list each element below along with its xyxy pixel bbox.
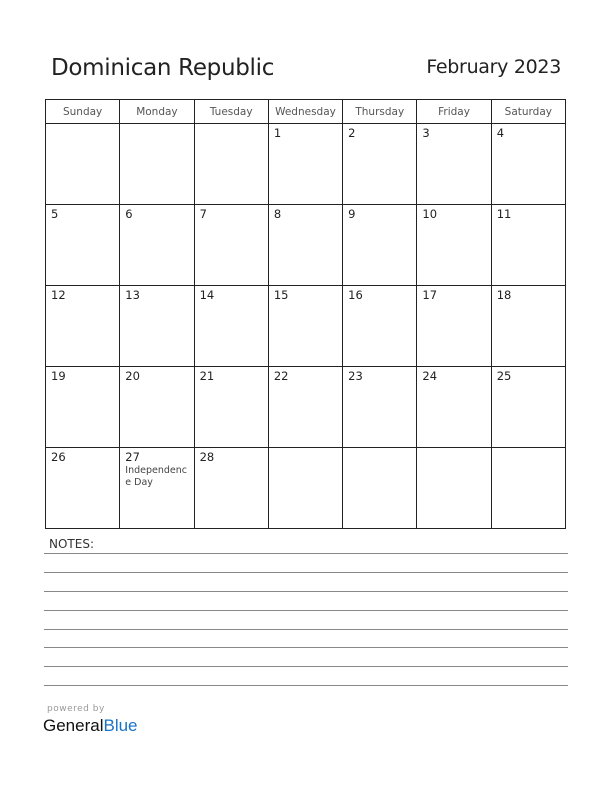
- brand-general: General: [43, 716, 104, 735]
- day-cell: [268, 448, 342, 529]
- day-cell: [120, 448, 194, 529]
- day-number: 16: [348, 288, 363, 302]
- day-number: 23: [348, 369, 363, 383]
- weekday-thursday: Thursday: [343, 100, 417, 124]
- weekday-tuesday: Tuesday: [194, 100, 268, 124]
- notes-line: [44, 591, 568, 592]
- day-cell: [417, 448, 491, 529]
- day-number: 14: [199, 288, 215, 302]
- country-title: Dominican Republic: [51, 55, 275, 81]
- day-number: 9: [348, 207, 356, 221]
- day-number: 18: [496, 288, 512, 302]
- day-number: 13: [125, 288, 140, 302]
- brand-blue: Blue: [103, 716, 138, 735]
- day-cell: [343, 205, 417, 286]
- day-number: 20: [125, 369, 140, 383]
- day-cell: [120, 367, 194, 448]
- day-cell: [46, 448, 120, 529]
- calendar-grid: [45, 99, 566, 529]
- day-number: 21: [199, 369, 215, 383]
- notes-line: [44, 666, 568, 667]
- day-number: 6: [125, 207, 133, 221]
- day-number: 7: [199, 207, 207, 221]
- weekday-monday: Monday: [120, 100, 194, 124]
- day-number: 19: [51, 369, 66, 383]
- week-row: [46, 367, 566, 448]
- day-cell: [343, 124, 417, 205]
- day-number: 8: [273, 207, 282, 221]
- week-row: [46, 205, 566, 286]
- day-cell: [417, 205, 491, 286]
- day-number: 12: [51, 288, 66, 302]
- day-cell: [120, 286, 194, 367]
- weekday-sunday: Sunday: [46, 100, 120, 124]
- day-cell: [120, 205, 194, 286]
- day-cell: [343, 286, 417, 367]
- notes-line: [44, 685, 568, 686]
- weekday-header-row: [46, 100, 566, 124]
- day-cell: [491, 286, 565, 367]
- day-cell: [46, 205, 120, 286]
- notes-line: [44, 553, 568, 554]
- day-number: 2: [348, 126, 356, 140]
- day-number: 10: [422, 207, 438, 221]
- day-cell: [268, 124, 342, 205]
- weekday-friday: Friday: [417, 100, 491, 124]
- day-cell: [417, 124, 491, 205]
- day-cell: [120, 124, 194, 205]
- day-cell: [46, 286, 120, 367]
- month-title: February 2023: [426, 56, 561, 78]
- generalblue-logo: [43, 716, 138, 736]
- day-number: 11: [496, 207, 512, 221]
- day-number: 15: [273, 288, 289, 302]
- day-cell: [268, 286, 342, 367]
- week-row: [46, 124, 566, 205]
- day-cell: [268, 205, 342, 286]
- day-number: 3: [422, 126, 430, 140]
- day-cell: [46, 367, 120, 448]
- day-cell: [491, 367, 565, 448]
- day-number: 4: [496, 126, 505, 140]
- day-number: 5: [51, 207, 59, 221]
- day-number: 24: [422, 369, 438, 383]
- notes-label: NOTES:: [49, 537, 94, 551]
- day-number: 27: [125, 450, 140, 464]
- holiday-label: Independence Day: [125, 465, 187, 488]
- day-cell: [46, 124, 120, 205]
- week-row: [46, 448, 566, 529]
- day-number: 28: [199, 450, 215, 464]
- day-cell: [343, 367, 417, 448]
- notes-line: [44, 647, 568, 648]
- week-row: [46, 286, 566, 367]
- day-cell: [194, 448, 268, 529]
- day-number: 22: [273, 369, 289, 383]
- day-cell: [194, 286, 268, 367]
- day-number: 1: [273, 126, 282, 140]
- weekday-wednesday: Wednesday: [268, 100, 342, 124]
- day-cell: [417, 367, 491, 448]
- day-cell: [491, 205, 565, 286]
- powered-by-text: powered by: [47, 704, 105, 714]
- day-number: 26: [51, 450, 66, 464]
- day-number: 17: [422, 288, 438, 302]
- day-cell: [343, 448, 417, 529]
- notes-line: [44, 610, 568, 611]
- day-cell: [491, 124, 565, 205]
- day-cell: [194, 205, 268, 286]
- notes-line: [44, 629, 568, 630]
- day-cell: [491, 448, 565, 529]
- day-cell: [417, 286, 491, 367]
- day-cell: [194, 124, 268, 205]
- day-cell: [268, 367, 342, 448]
- day-cell: [194, 367, 268, 448]
- notes-line: [44, 572, 568, 573]
- day-number: 25: [496, 369, 512, 383]
- weekday-saturday: Saturday: [491, 100, 565, 124]
